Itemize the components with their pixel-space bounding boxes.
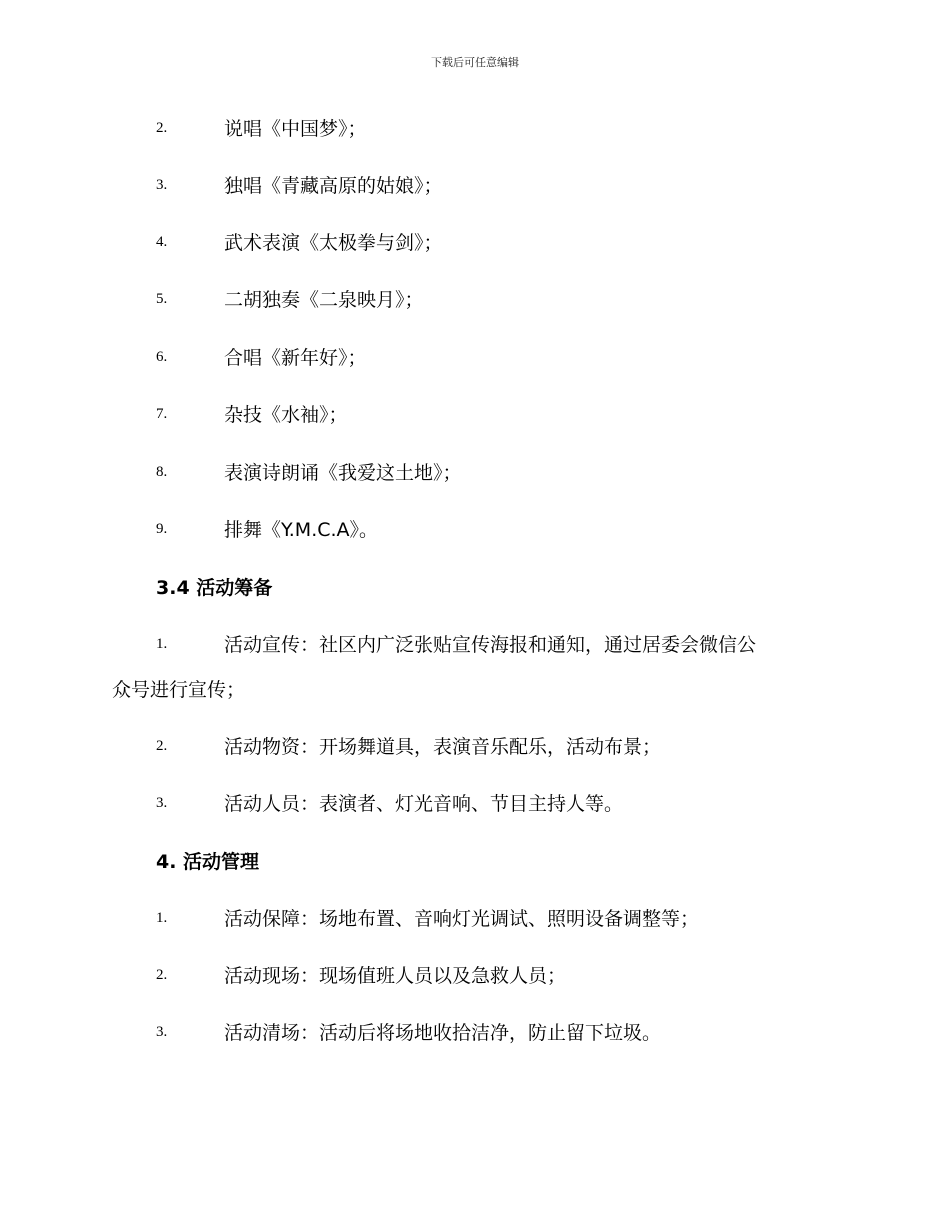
list-number: 3. (156, 177, 168, 193)
list-number: 7. (156, 406, 168, 422)
list-item (0, 904, 950, 934)
list-text: 说唱《中国梦》； (224, 118, 367, 140)
list-text: 活动物资：开场舞道具，表演音乐配乐，活动布景； (224, 736, 662, 758)
list-item (0, 1018, 950, 1048)
list-item (0, 228, 950, 258)
list-number: 8. (156, 464, 168, 480)
list-item (0, 285, 950, 315)
list-number: 6. (156, 349, 168, 365)
list-item (0, 789, 950, 819)
list-number: 1. (156, 910, 168, 926)
list-item (0, 114, 950, 144)
list-text-continuation: 众号进行宣传； (112, 679, 246, 701)
list-text: 合唱《新年好》； (224, 347, 367, 369)
list-item (0, 343, 950, 373)
page-header: 下载后可任意编辑 (431, 56, 519, 69)
list-text: 二胡独奏《二泉映月》； (224, 289, 424, 311)
list-text: 独唱《青藏高原的姑娘》； (224, 175, 443, 197)
list-text: 活动现场：现场值班人员以及急救人员； (224, 965, 567, 987)
list-number: 5. (156, 291, 168, 307)
list-item (0, 961, 950, 991)
section-heading: 3.4 活动筹备 (156, 577, 273, 599)
list-number: 3. (156, 1024, 168, 1040)
list-text: 活动人员：表演者、灯光音响、节目主持人等。 (224, 793, 624, 815)
list-item (0, 400, 950, 430)
list-text: 活动清场：活动后将场地收拾洁净，防止留下垃圾。 (224, 1022, 662, 1044)
list-number: 9. (156, 521, 168, 537)
list-text: 表演诗朗诵《我爱这土地》； (224, 462, 462, 484)
list-number: 2. (156, 120, 168, 136)
list-item (0, 630, 950, 660)
list-number: 4. (156, 234, 168, 250)
list-number: 2. (156, 738, 168, 754)
list-number: 2. (156, 967, 168, 983)
list-item (0, 171, 950, 201)
list-text: 活动宣传：社区内广泛张贴宣传海报和通知，通过居委会微信公 (224, 634, 757, 656)
list-number: 1. (156, 636, 168, 652)
list-item (0, 515, 950, 545)
list-text: 武术表演《太极拳与剑》； (224, 232, 443, 254)
list-text: 杂技《水袖》； (224, 404, 348, 426)
list-item (0, 732, 950, 762)
list-text: 活动保障：场地布置、音响灯光调试、照明设备调整等； (224, 908, 700, 930)
list-text: 排舞《Y.M.C.A》。 (224, 519, 379, 541)
section-heading: 4. 活动管理 (156, 851, 260, 873)
list-item (0, 458, 950, 488)
list-number: 3. (156, 795, 168, 811)
